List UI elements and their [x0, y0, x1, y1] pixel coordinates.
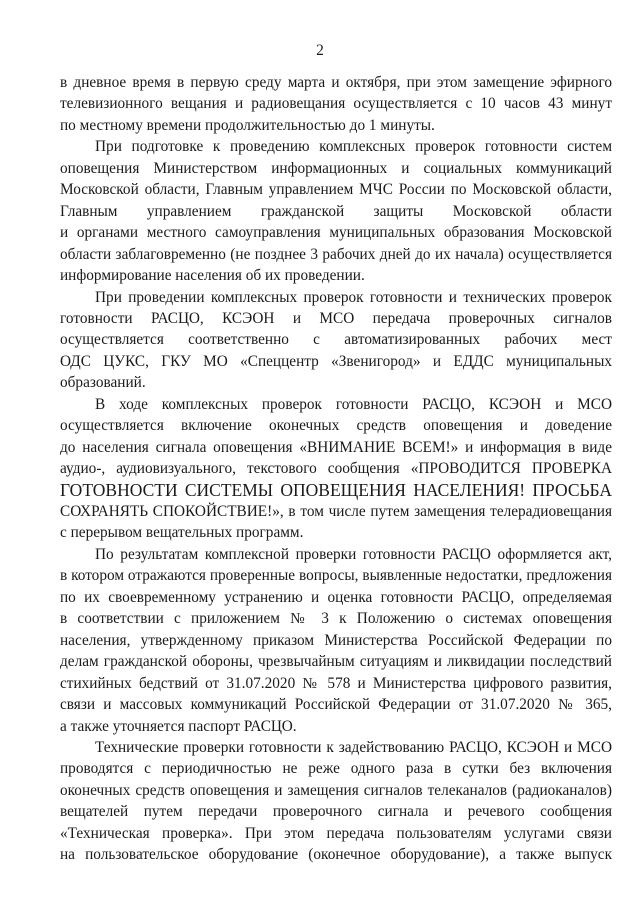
- text-line: осуществляется включение оконечных средств оповещения и доведение: [60, 417, 612, 435]
- text-line: оконечных средств оповещения и замещения сигналов телеканалов (радиоканалов): [60, 781, 612, 799]
- text-line: с перерывом вещательных программ.: [60, 524, 304, 542]
- text-line: стихийных бедствий от 31.07.2020 № 578 и Министерства цифрового развития,: [60, 674, 612, 692]
- text-line: образований.: [60, 374, 146, 392]
- text-line: связи и массовых коммуникаций Российской Федерации от 31.07.2020 № 365,: [60, 696, 612, 714]
- text-line: аудио-, аудиовизуального, текстового сообщения «ПРОВОДИТСЯ ПРОВЕРКА: [60, 460, 612, 478]
- text-line: При проведении комплексных проверок готовности и технических проверок: [95, 288, 612, 306]
- text-line: вещателей путем передачи проверочного сигнала и речевого сообщения: [60, 803, 612, 821]
- text-line: и органами местного самоуправления муниципальных образования Московской: [60, 224, 612, 242]
- text-line: ГОТОВНОСТИ СИСТЕМЫ ОПОВЕЩЕНИЯ НАСЕЛЕНИЯ! ПРОСЬБА: [60, 479, 612, 500]
- text-line: информирование населения об их проведении.: [60, 267, 365, 285]
- text-line: делам гражданской обороны, чрезвычайным ситуациям и ликвидации последствий: [60, 653, 612, 671]
- text-line: «Техническая проверка». При этом передача пользователям услугами связи: [60, 824, 612, 842]
- text-line: до населения сигнала оповещения «ВНИМАНИЕ ВСЕМ!» и информация в виде: [60, 438, 612, 456]
- text-line: в соответствии с приложением № 3 к Положению о системах оповещения: [60, 610, 612, 628]
- text-line: осуществляется соответственно с автоматизированных рабочих мест: [60, 331, 612, 349]
- text-line: По результатам комплексной проверки готовности РАСЦО оформляется акт,: [95, 545, 612, 563]
- text-line: проводятся с периодичностью не реже одного раза в сутки без включения: [60, 760, 612, 778]
- text-line: ОДС ЦУКС, ГКУ МО «Спеццентр «Звенигород» и ЕДДС муниципальных: [60, 352, 612, 370]
- text-line: Главным управлением гражданской защиты Московской области: [60, 202, 612, 220]
- text-line: в котором отражаются проверенные вопросы, выявленные недостатки, предложения: [60, 567, 612, 585]
- text-line: по их своевременному устранению и оценка готовности РАСЦО, определяемая: [60, 588, 612, 606]
- text-line: СОХРАНЯТЬ СПОКОЙСТВИЕ!», в том числе путем замещения телерадиовещания: [60, 503, 612, 520]
- text-line: населения, утвержденному приказом Министерства Российской Федерации по: [60, 631, 612, 649]
- text-line: В ходе комплексных проверок готовности РАСЦО, КСЭОН и МСО: [95, 395, 612, 413]
- text-line: Московской области, Главным управлением МЧС России по Московской области,: [60, 181, 612, 199]
- text-line: области заблаговременно (не позднее 3 рабочих дней до их начала) осуществляется: [60, 245, 612, 263]
- text-line: а также уточняется паспорт РАСЦО.: [60, 717, 297, 735]
- text-line: оповещения Министерством информационных и социальных коммуникаций: [60, 159, 612, 177]
- text-line: При подготовке к проведению комплексных проверок готовности систем: [95, 138, 612, 156]
- text-line: на пользовательское оборудование (оконечное оборудование), а также выпуск: [60, 846, 612, 864]
- text-line: в дневное время в первую среду марта и октября, при этом замещение эфирного: [60, 74, 612, 91]
- text-line: телевизионного вещания и радиовещания осуществляется с 10 часов 43 минут: [60, 95, 612, 113]
- page-number: 2: [316, 42, 324, 59]
- text-line: Технические проверки готовности к задействованию РАСЦО, КСЭОН и МСО: [95, 738, 612, 756]
- text-line: готовности РАСЦО, КСЭОН и МСО передача проверочных сигналов: [60, 309, 612, 327]
- text-line: по местному времени продолжительностью до 1 минуты.: [60, 116, 435, 134]
